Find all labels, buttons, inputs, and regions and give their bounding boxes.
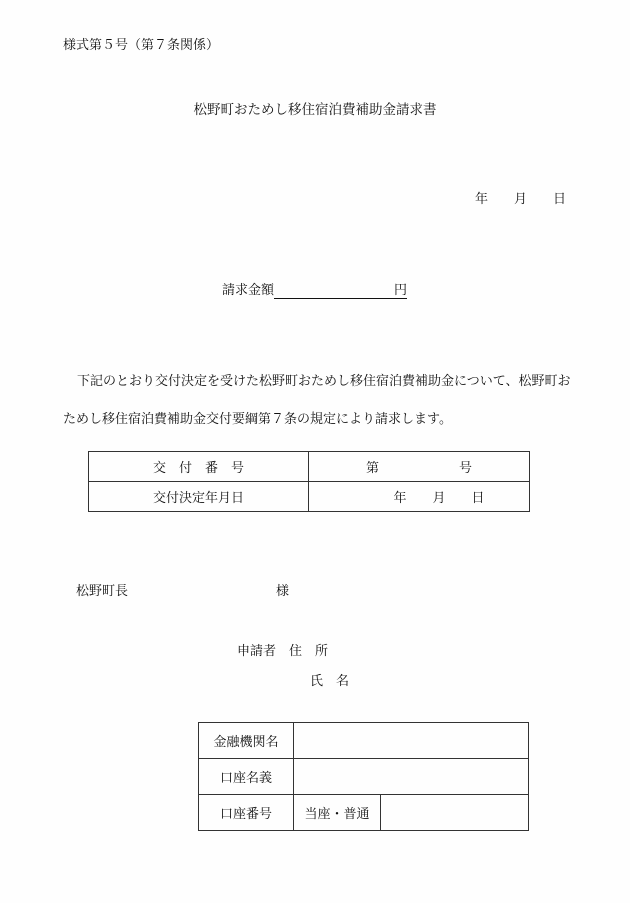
date-year: 年 [474,192,488,207]
grant-date-field[interactable] [309,482,530,512]
grant-number-suffix: 号 [459,461,473,476]
date-month: 月 [513,192,527,207]
account-holder-field[interactable] [294,759,529,795]
bank-table [198,722,529,831]
applicant-address-label: 住 所 [289,644,329,659]
table-row [199,723,529,759]
applicant-address-line [237,640,328,659]
grant-number-label: 交 付 番 号 [89,452,309,482]
grant-number-field[interactable] [309,452,530,482]
body-text: 下記のとおり交付決定を受けた松野町おためし移住宿泊費補助金について、松野町おためし移住宿泊費補助金交付要綱第７条の規定により請求します。 [63,374,571,427]
account-type[interactable]: 当座・普通 [294,795,381,831]
table-row [89,452,530,482]
account-number-field[interactable] [381,795,529,831]
recipient-name: 松野町長 [76,584,129,599]
grant-date-month: 月 [432,491,446,506]
date-line [475,188,566,207]
account-holder-label: 口座名義 [199,759,294,795]
claim-amount-blank[interactable] [274,283,394,299]
form-number: 様式第５号（第７条関係） [63,38,220,53]
table-row [199,759,529,795]
applicant-label: 申請者 [237,644,277,659]
bank-name-label: 金融機関名 [199,723,294,759]
claim-amount-line [222,279,407,299]
document-title: 松野町おためし移住宿泊費補助金請求書 [193,102,437,118]
applicant-name-label: 氏 名 [310,674,350,689]
table-row [199,795,529,831]
date-day: 日 [552,192,566,207]
bank-name-field[interactable] [294,723,529,759]
table-row [89,482,530,512]
grant-date-label: 交付決定年月日 [89,482,309,512]
grant-date-year: 年 [393,491,407,506]
recipient-honorific: 様 [276,584,290,599]
claim-amount-unit: 円 [394,283,408,298]
account-number-label: 口座番号 [199,795,294,831]
grant-date-day: 日 [471,491,485,506]
grant-table [88,451,530,512]
claim-amount-label: 請求金額 [222,283,275,298]
grant-number-prefix: 第 [365,461,379,476]
